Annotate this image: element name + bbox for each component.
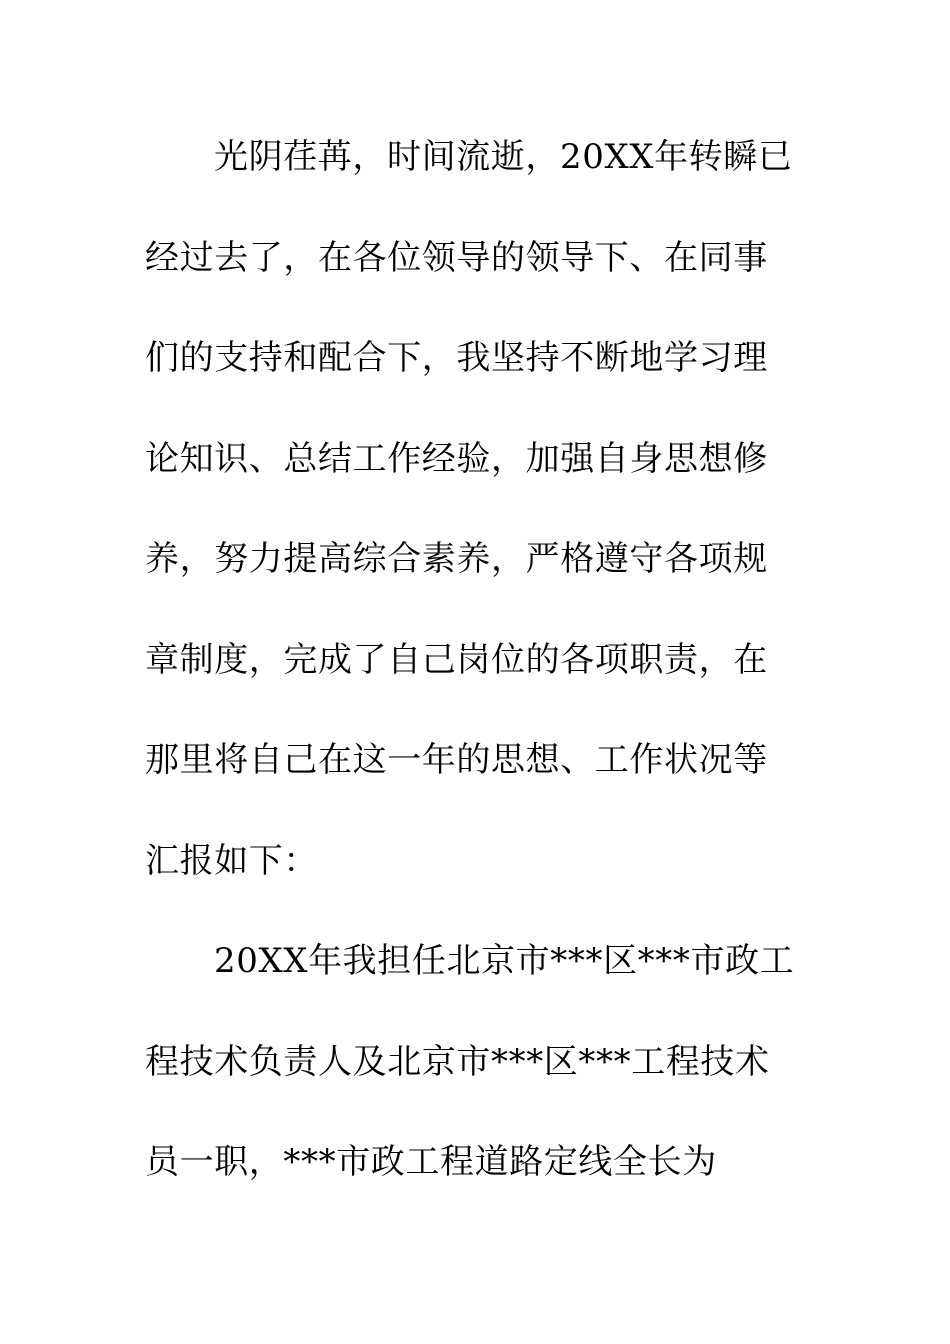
- document-body: [145, 125, 795, 1231]
- text-line: 汇报如下：: [145, 840, 318, 881]
- text-line: 们的支持和配合下，我坚持不断地学习理: [145, 338, 768, 378]
- text-line: 那里将自己在这一年的思想、工作状况等: [145, 740, 768, 780]
- text-line: 论知识、总结工作经验，加强自身思想修: [145, 438, 768, 479]
- text-line: 程技术负责人及北京市***区***工程技术: [145, 1041, 770, 1082]
- text-line: 章制度，完成了自己岗位的各项职责，在: [145, 639, 768, 680]
- text-line: 养，努力提高综合素养，严格遵守各项规: [145, 539, 768, 579]
- paragraph-intro: [145, 125, 793, 929]
- text-line: 员一职，***市政工程道路定线全长为: [145, 1142, 717, 1182]
- paragraph-role: [145, 929, 795, 1231]
- text-line: 经过去了，在各位领导的领导下、在同事: [145, 237, 768, 278]
- text-line: 光阴荏苒，时间流逝，20XX年转瞬已: [214, 137, 793, 177]
- text-line: 20XX年我担任北京市***区***市政工: [214, 941, 795, 981]
